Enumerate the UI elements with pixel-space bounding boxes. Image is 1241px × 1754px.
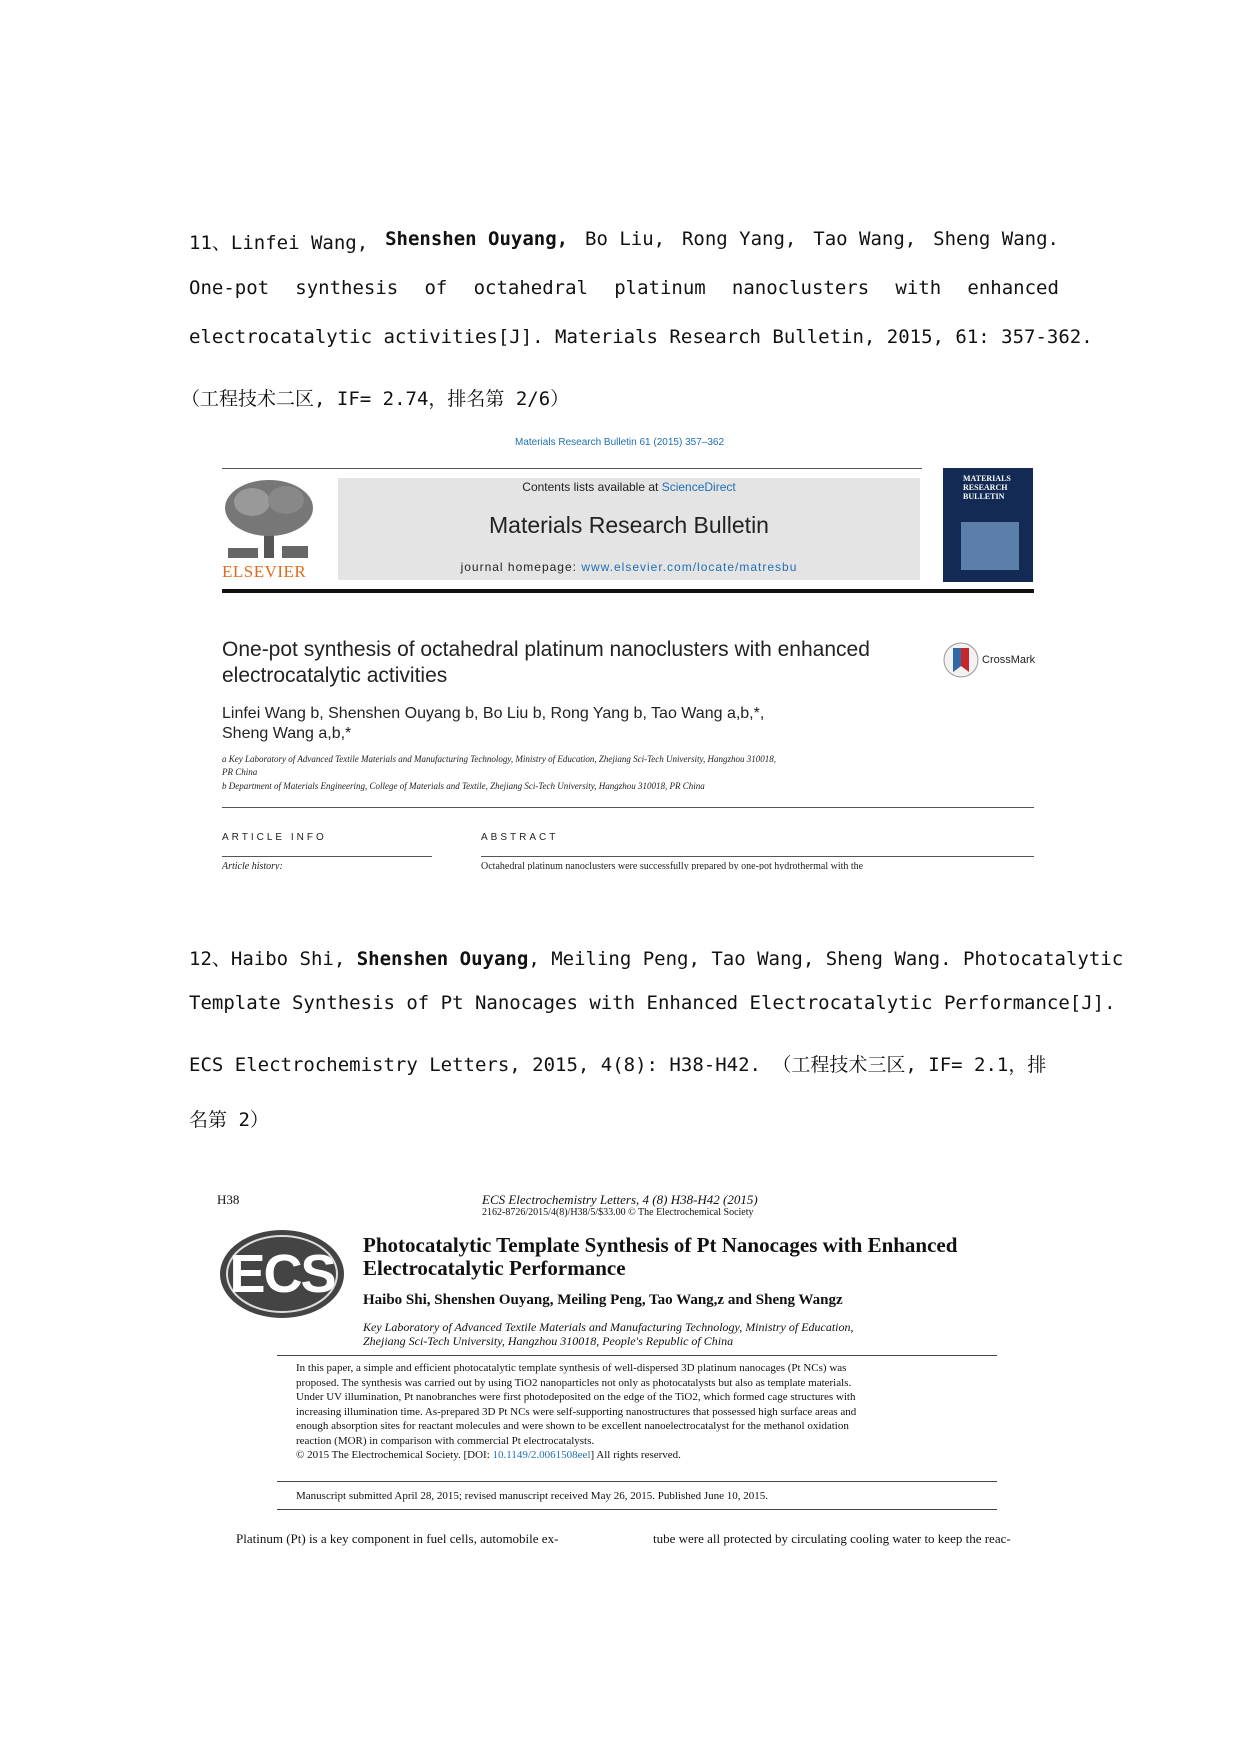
- mrb-header-box: [338, 478, 920, 580]
- mrb-journal-cover: [943, 468, 1033, 582]
- ecs-authors: Haibo Shi, Shenshen Ouyang, Meiling Peng, Tao Wang,z and Sheng Wangz: [363, 1292, 843, 1308]
- mrb-abstract-label: ABSTRACT: [481, 832, 559, 843]
- entry-11-word: One-pot: [189, 277, 270, 299]
- entry-12-line-2: Template Synthesis of Pt Nanocages with Enhanced Electrocatalytic Performance[J].: [189, 992, 1116, 1014]
- entry-12-author-highlight: Shenshen Ouyang: [356, 948, 529, 970]
- entry-11-word: enhanced: [967, 277, 1059, 299]
- entry-12-line-3: ECS Electrochemistry Letters, 2015, 4(8): H38-H42. （工程技术三区, IF= 2.1，排: [189, 1054, 1047, 1076]
- mrb-article-info-label: ARTICLE INFO: [222, 832, 327, 843]
- ecs-copyright-prefix: © 2015 The Electrochemical Society. [DOI:: [296, 1449, 493, 1461]
- entry-12-suffix: , Meiling Peng, Tao Wang, Sheng Wang. Photocatalytic: [528, 948, 1124, 970]
- entry-11-word: of: [424, 277, 448, 299]
- mrb-cropped-strip: [222, 860, 1034, 870]
- entry-11-word: octahedral: [473, 277, 588, 299]
- entry-11-line-3: electrocatalytic activities[J]. Materials Research Bulletin, 2015, 61: 357-362.: [189, 326, 1093, 348]
- ecs-title-2: Electrocatalytic Performance: [363, 1256, 626, 1280]
- mrb-article-history: Article history:: [222, 861, 283, 870]
- mrb-homepage-prefix: journal homepage:: [460, 560, 582, 574]
- mrb-cover-image: [961, 522, 1019, 570]
- mrb-citation: Materials Research Bulletin 61 (2015) 357–362: [515, 437, 725, 448]
- crossmark-label: CrossMark: [982, 654, 1036, 666]
- ecs-doi-link[interactable]: 10.1149/2.0061508eel: [492, 1449, 591, 1461]
- ecs-abstract-line: enough absorption sites for reactant molecules and were shown to be excellent nanoelectrocatalyst for the methanol oxidation: [296, 1420, 849, 1432]
- mrb-info-rule: [222, 856, 432, 857]
- mrb-affiliation-a-2: PR China: [222, 767, 258, 777]
- entry-11-author-1: 11、Linfei Wang,: [189, 232, 369, 254]
- entry-11-author-5: Tao Wang,: [813, 228, 917, 250]
- mrb-authors-2: Sheng Wang a,b,*: [222, 725, 352, 742]
- ecs-abstract-line: proposed. The synthesis was carried out by using TiO2 nanoparticles not only as photocatalysts but also as template materials.: [296, 1376, 852, 1389]
- entry-11-line-2: [189, 277, 1059, 299]
- ecs-abstract-line: Under UV illumination, Pt nanobranches were first photodeposited on the edge of the TiO2, which formed cage structures with: [296, 1391, 856, 1403]
- entry-11-author-6: Sheng Wang.: [933, 228, 1059, 250]
- entry-11-author-3: Bo Liu,: [585, 228, 666, 250]
- entry-11-author-4: Rong Yang,: [681, 228, 797, 250]
- entry-11-line-4: （工程技术二区, IF= 2.74，排名第 2/6）: [181, 388, 570, 410]
- ecs-logo-text: ECS: [229, 1244, 335, 1304]
- ecs-title-1: Photocatalytic Template Synthesis of Pt Nanocages with Enhanced: [363, 1233, 958, 1257]
- mrb-paper-title-2: electrocatalytic activities: [222, 664, 448, 687]
- sciencedirect-link[interactable]: ScienceDirect: [661, 480, 736, 494]
- mrb-authors-1: Linfei Wang b, Shenshen Ouyang b, Bo Liu b, Rong Yang b, Tao Wang a,b,*,: [222, 705, 765, 722]
- mrb-paper-title-1: One-pot synthesis of octahedral platinum nanoclusters with enhanced: [222, 638, 870, 661]
- entry-12-prefix: 12、Haibo Shi,: [189, 948, 357, 970]
- ecs-copyright-suffix: ] All rights reserved.: [590, 1449, 681, 1461]
- mrb-cover-title: MATERIALS RESEARCH BULLETIN: [963, 474, 1011, 501]
- entry-11-line-1: [189, 228, 1059, 255]
- entry-11-word: synthesis: [295, 277, 399, 299]
- mrb-contents-line: [338, 480, 920, 494]
- ecs-affiliation-1: Key Laboratory of Advanced Textile Materials and Manufacturing Technology, Ministry of Education,: [363, 1320, 854, 1334]
- ecs-body-right: tube were all protected by circulating cooling water to keep the reac-: [653, 1531, 1011, 1546]
- ecs-body-left: Platinum (Pt) is a key component in fuel cells, automobile ex-: [236, 1531, 559, 1546]
- entry-12-line-1: [189, 944, 1124, 971]
- mrb-homepage-link[interactable]: www.elsevier.com/locate/matresbu: [581, 560, 798, 574]
- ecs-issn-line: 2162-8726/2015/4(8)/H38/5/$33.00 © The Electrochemical Society: [482, 1207, 754, 1218]
- elsevier-tree-icon: [222, 478, 316, 562]
- mrb-section-rule: [222, 807, 1034, 808]
- ecs-affiliation-2: Zhejiang Sci-Tech University, Hangzhou 310018, People's Republic of China: [363, 1334, 734, 1348]
- ecs-abstract-bottom-rule: [277, 1481, 997, 1482]
- ecs-abstract-line: In this paper, a simple and efficient photocatalytic template synthesis of well-dispersed 3D platinum nanocages (Pt NCs) was: [296, 1362, 847, 1374]
- ecs-logo: [218, 1228, 346, 1320]
- ecs-dates-rule: [277, 1509, 997, 1510]
- ecs-abstract-line: increasing illumination time. As-prepared 3D Pt NCs were self-supporting nanostructures that possessed high surface areas and: [296, 1405, 857, 1418]
- ecs-abstract-line: reaction (MOR) in comparison with commercial Pt electrocatalysts.: [296, 1434, 595, 1447]
- mrb-contents-prefix: Contents lists available at: [522, 480, 662, 494]
- ecs-copyright-line: [296, 1448, 980, 1463]
- elsevier-logo: [222, 478, 316, 582]
- entry-11-author-highlight: Shenshen Ouyang,: [385, 228, 569, 250]
- mrb-affiliation-a: a Key Laboratory of Advanced Textile Materials and Manufacturing Technology, Ministry of Education, Zhejiang Sci-Tech University, Hangzhou 310018,: [222, 754, 777, 764]
- entry-11-word: with: [895, 277, 942, 299]
- crossmark-icon[interactable]: [943, 642, 979, 678]
- mrb-top-rule: [222, 468, 922, 469]
- mrb-homepage-line: [338, 560, 920, 574]
- mrb-journal-title: Materials Research Bulletin: [489, 512, 769, 538]
- entry-11-word: nanoclusters: [731, 277, 870, 299]
- mrb-abstract-rule: [481, 856, 1034, 857]
- ecs-manuscript-dates: Manuscript submitted April 28, 2015; revised manuscript received May 26, 2015. Published June 10, 2015.: [296, 1490, 769, 1502]
- ecs-journal-line: ECS Electrochemistry Letters, 4 (8) H38-H42 (2015): [482, 1192, 758, 1207]
- ecs-abstract-top-rule: [277, 1355, 997, 1356]
- entry-11-word: platinum: [614, 277, 706, 299]
- ecs-abstract: [296, 1361, 980, 1463]
- elsevier-wordmark: ELSEVIER: [222, 562, 307, 581]
- mrb-affiliation-b: b Department of Materials Engineering, College of Materials and Textile, Zhejiang Sci-Tech University, Hangzhou 310018, PR China: [222, 781, 705, 791]
- entry-12-line-4: 名第 2）: [189, 1109, 269, 1131]
- ecs-page-number: H38: [217, 1192, 240, 1207]
- mrb-thick-rule: [222, 589, 1034, 593]
- mrb-abstract-start: Octahedral platinum nanoclusters were successfully prepared by one-pot hydrothermal with the: [481, 861, 864, 870]
